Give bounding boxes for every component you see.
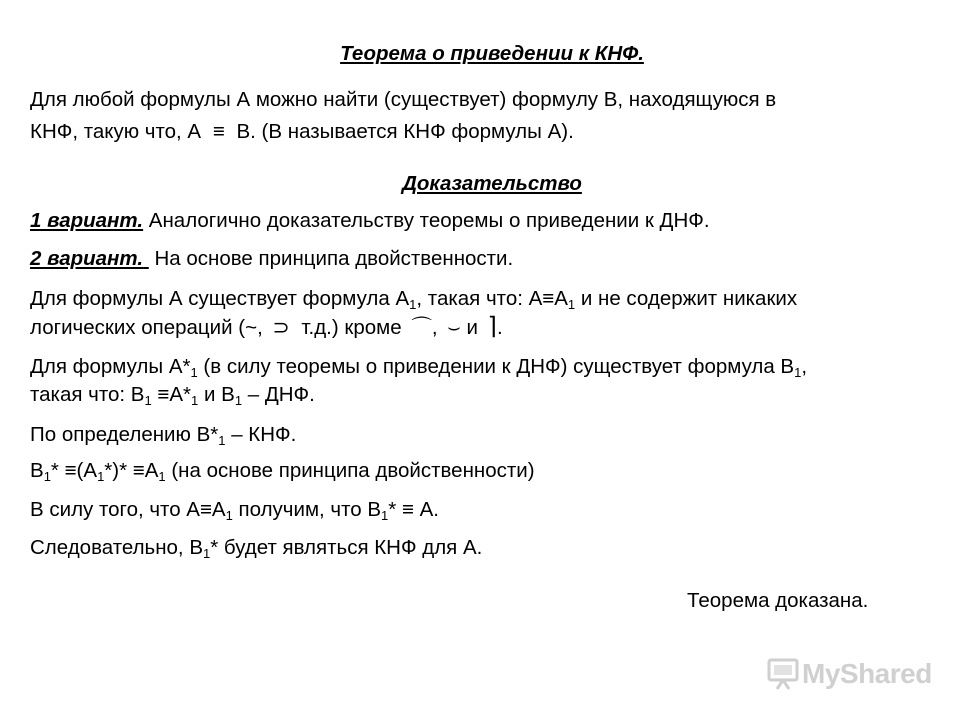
para-2-line-1 — [30, 355, 807, 379]
para-5-text-b: получим, что В — [238, 498, 382, 521]
para-6-text-a: Следовательно, В — [30, 536, 203, 559]
para-1-sub-2: 1 — [567, 297, 576, 312]
tilde-symbol: ~ — [245, 316, 258, 339]
negation-symbol: ⌉ — [487, 313, 497, 340]
para-2-text-b: (в силу теоремы о приведении к ДНФ) существует формула В — [203, 355, 795, 378]
variant-2 — [30, 247, 513, 271]
para-5 — [30, 498, 439, 522]
para-2-text-line2c: и В — [203, 383, 235, 406]
para-5-text-c: * ≡ А. — [388, 498, 439, 521]
presentation-board-icon — [766, 657, 802, 691]
para-3-sub-1: 1 — [218, 433, 226, 448]
para-4-text-a: В — [30, 459, 44, 482]
para-6 — [30, 536, 482, 560]
intro-text-2b: В. (В называется КНФ формулы А). — [236, 120, 574, 143]
para-2-text-line2d: – ДНФ. — [247, 383, 315, 406]
para-2-sub-3: 1 — [144, 393, 152, 408]
para-1-text-line2b: т.д.) кроме — [301, 316, 402, 339]
para-4-sub-3: 1 — [158, 469, 166, 484]
variant-1-text: Аналогично доказательству теоремы о приведении к ДНФ. — [148, 209, 710, 232]
proof-heading: Доказательство — [402, 172, 582, 195]
para-4-text-b: * ≡(А — [50, 459, 98, 482]
variant-1 — [30, 209, 710, 233]
variant-2-text: На основе принципа двойственности. — [154, 247, 514, 270]
para-1-text-a: Для формулы А существует формула А — [30, 287, 410, 310]
para-1-text-b: , такая что: А≡А — [416, 287, 568, 310]
slide-title: Теорема о приведении к КНФ. — [340, 42, 644, 65]
para-1-sub-1: 1 — [409, 297, 417, 312]
para-2-sub-1: 1 — [190, 365, 198, 380]
watermark-logo — [766, 656, 932, 692]
para-1-end: . — [496, 316, 503, 339]
para-2-sub-5: 1 — [234, 393, 243, 408]
implication-symbol: ⊃ — [272, 316, 290, 339]
para-4-text-d: (на основе принципа двойственности) — [171, 459, 535, 482]
para-3 — [30, 423, 296, 447]
watermark-text: MyShared — [802, 658, 932, 689]
para-5-text-a: В силу того, что А≡А — [30, 498, 226, 521]
variant-2-label: 2 вариант. — [30, 247, 144, 270]
para-1-text-line2a: логических операций ( — [30, 316, 246, 339]
para-4-sub-2: 1 — [97, 469, 105, 484]
para-6-text-b: * будет являться КНФ для А. — [210, 536, 483, 559]
para-2-sub-2: 1 — [794, 365, 802, 380]
para-2-text-line2b: ≡А* — [157, 383, 192, 406]
para-1-line-2 — [30, 315, 503, 340]
intro-text-1: Для любой формулы А можно найти (существует) формулу В, находящуюся в — [30, 88, 777, 111]
intro-line-2 — [30, 120, 574, 144]
conclusion: Теорема доказана. — [687, 589, 869, 612]
para-4 — [30, 459, 535, 483]
para-2-sub-4: 1 — [191, 393, 199, 408]
para-1-text-c: и не содержит никаких — [580, 287, 798, 310]
variant-1-label: 1 вариант. — [30, 209, 144, 232]
conjunction-symbol: ⌒ — [411, 316, 432, 339]
para-3-text-b: В* — [196, 423, 219, 446]
para-2-line-2 — [30, 383, 315, 407]
intro-text-2a: КНФ, такую что, А — [30, 120, 202, 143]
para-5-sub-1: 1 — [225, 508, 233, 523]
para-5-sub-2: 1 — [381, 508, 389, 523]
equivalence-symbol: ≡ — [212, 120, 225, 143]
para-6-sub-1: 1 — [203, 546, 211, 561]
intro-line-1 — [30, 88, 776, 112]
para-2-text-line2a: такая что: В — [30, 383, 145, 406]
disjunction-symbol: ⌣ — [447, 316, 461, 339]
para-1-text-line2c: и — [466, 316, 478, 339]
para-3-text-a: По определению — [30, 423, 191, 446]
para-4-sub-1: 1 — [43, 469, 51, 484]
para-1-comma-1: , — [257, 316, 263, 339]
para-2-text-a: Для формулы А* — [30, 355, 191, 378]
para-4-text-c: *)* ≡А — [104, 459, 159, 482]
para-3-text-c: – КНФ. — [231, 423, 297, 446]
para-1-line-1 — [30, 287, 797, 311]
para-1-comma-2: , — [431, 316, 438, 339]
para-2-text-c: , — [801, 355, 808, 378]
